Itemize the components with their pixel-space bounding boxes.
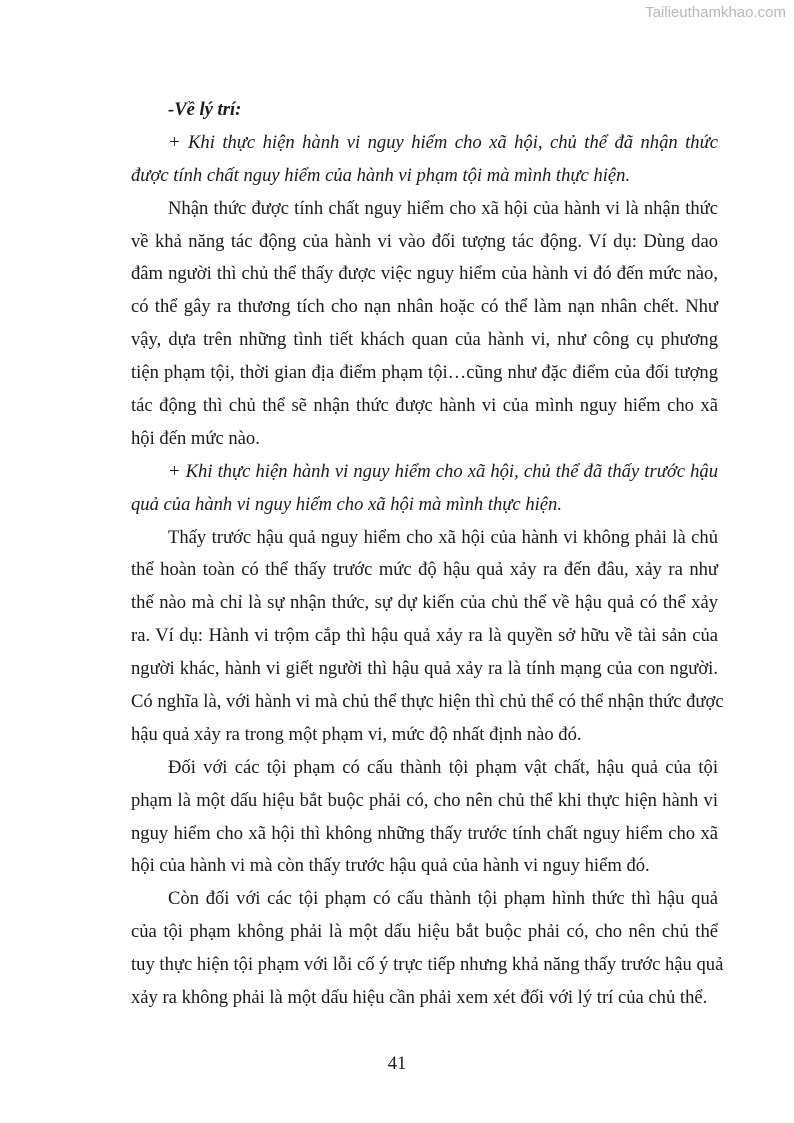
paragraph-line: Còn đối với các tội phạm có cấu thành tội phạm hình thức thì hậu quả <box>168 888 718 910</box>
document-body <box>131 94 724 1015</box>
italic-paragraph <box>131 127 718 193</box>
paragraph-line: quả của hành vi nguy hiểm cho xã hội mà mình thực hiện. <box>131 493 562 515</box>
paragraph-line: nguy hiểm cho xã hội thì không những thấy trước tính chất nguy hiểm cho xã <box>131 822 718 844</box>
paragraph-line: được tính chất nguy hiểm của hành vi phạm tội mà mình thực hiện. <box>131 164 631 186</box>
paragraph-line: xảy ra không phải là một dấu hiệu cần phải xem xét đối với lý trí của chủ thể. <box>131 987 708 1009</box>
paragraph-line: + Khi thực hiện hành vi nguy hiểm cho xã hội, chủ thể đã nhận thức <box>168 131 718 153</box>
paragraph-line: Nhận thức được tính chất nguy hiểm cho xã hội của hành vi là nhận thức <box>168 197 718 219</box>
paragraph-line: đâm người thì chủ thể thấy được việc nguy hiểm của hành vi đó đến mức nào, <box>131 263 718 285</box>
section-heading: -Về lý trí: <box>168 99 242 120</box>
body-paragraph <box>131 883 724 1015</box>
paragraph-line: tuy thực hiện tội phạm với lỗi cố ý trực tiếp nhưng khả năng thấy trước hậu quả <box>131 954 724 976</box>
paragraph-line: phạm là một dấu hiệu bắt buộc phải có, cho nên chủ thể khi thực hiện hành vi <box>131 789 718 811</box>
paragraph-line: tiện phạm tội, thời gian địa điểm phạm tội…cũng như đặc điểm của đối tượng <box>131 362 718 384</box>
paragraph-line: Thấy trước hậu quả nguy hiểm cho xã hội của hành vi không phải là chủ <box>168 526 718 548</box>
paragraph-line: người khác, hành vi giết người thì hậu quả xảy ra là tính mạng của con người. <box>131 658 718 680</box>
paragraph-line: Có nghĩa là, với hành vi mà chủ thể thực hiện thì chủ thể có thể nhận thức được <box>131 691 724 713</box>
paragraph-line: thể hoàn toàn có thể thấy trước mức độ hậu quả xảy ra đến đâu, xảy ra như <box>131 559 718 581</box>
paragraph-line: có thể gây ra thương tích cho nạn nhân hoặc có thể làm nạn nhân chết. Như <box>131 296 718 318</box>
paragraph-line: về khả năng tác động của hành vi vào đối tượng tác động. Ví dụ: Dùng dao <box>131 230 718 252</box>
paragraph-line: thế nào mà chỉ là sự nhận thức, sự dự kiến của chủ thể về hậu quả có thể xảy <box>131 592 718 614</box>
paragraph-line: tác động thì chủ thể sẽ nhận thức được hành vi của mình nguy hiểm cho xã <box>131 395 718 417</box>
paragraph-line: hậu quả xảy ra trong một phạm vi, mức độ nhất định nào đó. <box>131 723 582 745</box>
paragraph-line: ra. Ví dụ: Hành vi trộm cắp thì hậu quả xảy ra là quyền sở hữu về tài sản của <box>131 625 718 647</box>
watermark-text: Tailieuthamkhao.com <box>645 4 786 21</box>
body-paragraph <box>131 752 718 884</box>
paragraph-line: Đối với các tội phạm có cấu thành tội phạm vật chất, hậu quả của tội <box>168 756 718 778</box>
body-paragraph <box>131 522 724 752</box>
paragraph-line: hội đến mức nào. <box>131 427 260 449</box>
paragraph-line: + Khi thực hiện hành vi nguy hiểm cho xã hội, chủ thể đã thấy trước hậu <box>168 460 718 482</box>
body-paragraph <box>131 193 718 456</box>
paragraph-line: của tội phạm không phải là một dấu hiệu bắt buộc phải có, cho nên chủ thể <box>131 921 718 943</box>
paragraph-line: hội của hành vi mà còn thấy trước hậu quả của hành vi nguy hiểm đó. <box>131 855 650 877</box>
paragraph-line: vậy, dựa trên những tình tiết khách quan của hành vi, như công cụ phương <box>131 329 718 351</box>
page-number: 41 <box>387 1053 407 1074</box>
italic-paragraph <box>131 456 718 522</box>
